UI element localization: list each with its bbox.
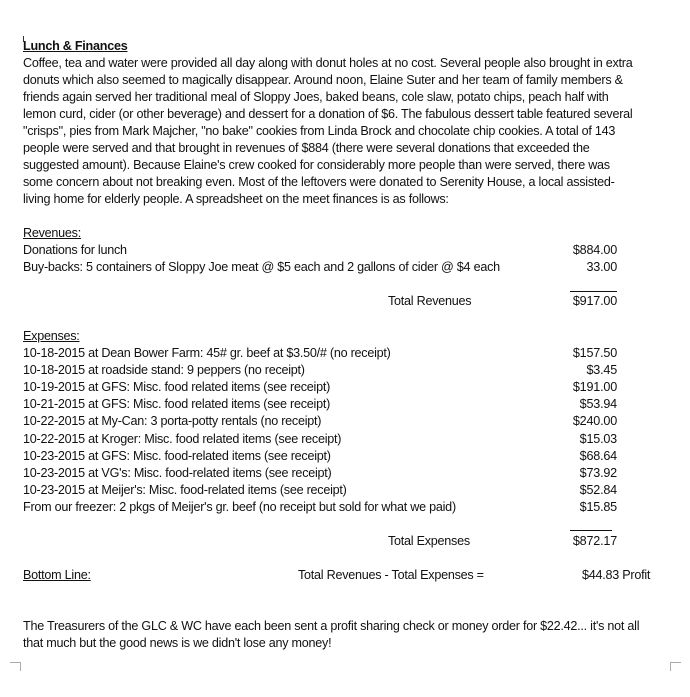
- closing-line: that much but the good news is we didn't lose any money!: [23, 636, 332, 650]
- section-heading: Lunch & Finances: [23, 39, 128, 53]
- expense-amount: $15.03: [579, 431, 617, 446]
- intro-line: lemon curd, cider (or other beverage) and dessert for a donation of $6. The fabulous dessert table featured several: [23, 107, 633, 121]
- page-margin-corner-right: [670, 662, 681, 671]
- closing-line: The Treasurers of the GLC & WC have each been sent a profit sharing check or money order for $22.42... it's not all: [23, 619, 640, 633]
- expense-amount: $68.64: [579, 448, 617, 463]
- expense-amount: $157.50: [572, 346, 617, 360]
- bottom-line-formula: Total Revenues - Total Expenses =: [298, 568, 484, 582]
- expense-label: 10-22-2015 at My-Can: 3 porta-potty rentals (no receipt): [23, 414, 322, 429]
- expense-amount: $3.45: [586, 363, 617, 378]
- intro-line: donuts which also seemed to magically disappear. Around noon, Elaine Suter and her team of family members &: [23, 73, 623, 87]
- revenues-heading: Revenues:: [23, 226, 81, 240]
- intro-line: Coffee, tea and water were provided all day along with donut holes at no cost. Several people also brought in extra: [23, 56, 633, 70]
- expense-amount: $240.00: [572, 414, 617, 429]
- bottom-line-result: $44.83 Profit: [582, 568, 651, 582]
- total-revenues-label: Total Revenues: [388, 294, 472, 308]
- expense-label: 10-18-2015 at roadside stand: 9 peppers (no receipt): [23, 363, 305, 378]
- expense-label: 10-23-2015 at VG's: Misc. food-related items (see receipt): [23, 465, 332, 480]
- bottom-line-label: Bottom Line:: [23, 568, 91, 582]
- intro-line: living home for elderly people. A spreadsheet on the meet finances is as follows:: [23, 192, 449, 206]
- expense-label: 10-23-2015 at GFS: Misc. food-related items (see receipt): [23, 448, 331, 463]
- revenue-amount: 33.00: [586, 260, 617, 274]
- expenses-heading: Expenses:: [23, 329, 80, 343]
- expense-label: 10-22-2015 at Kroger: Misc. food related items (see receipt): [23, 431, 342, 446]
- expense-amount: $15.85: [579, 499, 617, 514]
- intro-line: "crisps", pies from Mark Majcher, "no bake" cookies from Linda Brock and chocolate chip cookies. A total of 143: [23, 124, 616, 138]
- revenue-label: Donations for lunch: [23, 243, 127, 257]
- intro-line: suggested amount). Because Elaine's crew cooked for considerably more people than were served, there was: [23, 158, 610, 172]
- revenue-label: Buy-backs: 5 containers of Sloppy Joe meat @ $5 each and 2 gallons of cider @ $4 each: [23, 260, 500, 274]
- expense-amount: $73.92: [579, 465, 617, 480]
- intro-line: friends again served her traditional meal of Sloppy Joes, baked beans, cole slaw, potato chips, peach half with: [23, 90, 609, 104]
- expense-amount: $52.84: [579, 482, 617, 497]
- total-expenses-label: Total Expenses: [388, 534, 470, 548]
- total-revenues-amount: $917.00: [572, 294, 617, 308]
- expense-amount: $191.00: [572, 380, 617, 395]
- expense-label: From our freezer: 2 pkgs of Meijer's gr. beef (no receipt but sold for what we paid): [23, 499, 456, 514]
- expense-label: 10-19-2015 at GFS: Misc. food related items (see receipt): [23, 380, 331, 395]
- revenue-amount: $884.00: [572, 243, 617, 257]
- intro-line: people were served and that brought in revenues of $884 (there were several donations that exceeded the: [23, 141, 590, 155]
- intro-line: some concern about not breaking even. Most of the leftovers were donated to Serenity House, a local assisted-: [23, 175, 615, 189]
- sum-rule: [570, 530, 612, 531]
- expense-amount: $53.94: [579, 397, 617, 412]
- page-margin-corner-left: [10, 662, 21, 671]
- sum-rule: [570, 291, 617, 292]
- expense-label: 10-23-2015 at Meijer's: Misc. food-related items (see receipt): [23, 482, 347, 497]
- total-expenses-amount: $872.17: [572, 534, 617, 548]
- expense-label: 10-18-2015 at Dean Bower Farm: 45# gr. beef at $3.50/# (no receipt): [23, 346, 391, 360]
- expense-label: 10-21-2015 at GFS: Misc. food related items (see receipt): [23, 397, 331, 412]
